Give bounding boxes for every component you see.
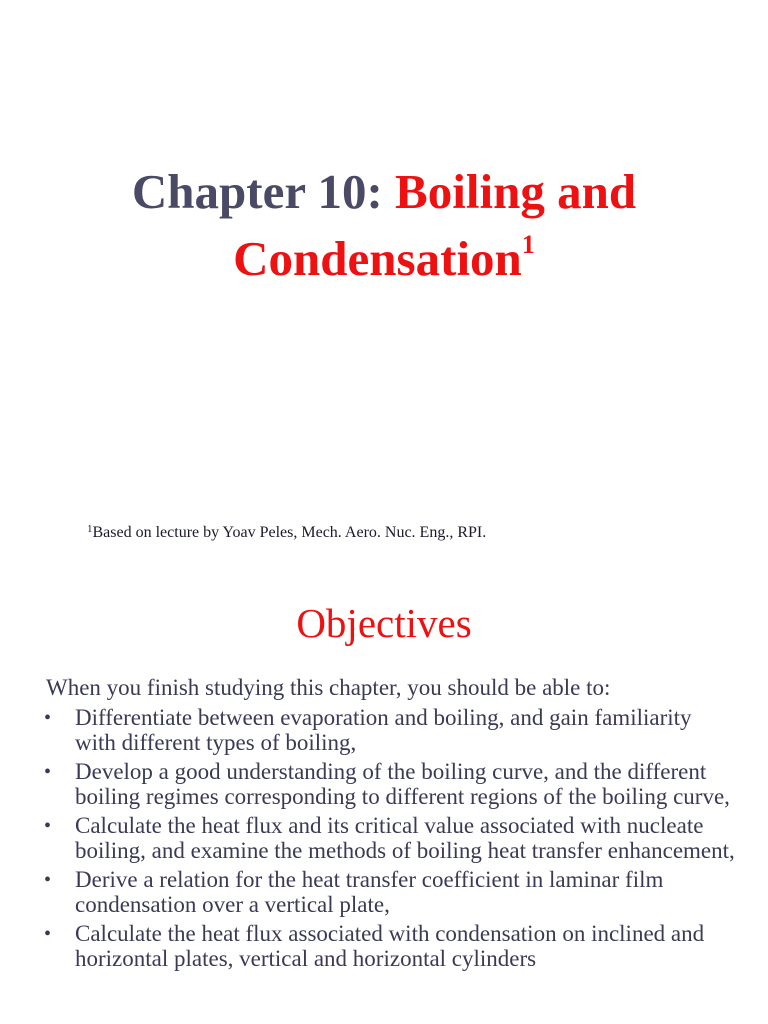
footnote-marker: 1 xyxy=(87,523,93,535)
title-superscript: 1 xyxy=(521,230,535,259)
objective-text: Derive a relation for the heat transfer coefficient in laminar film condensation over a vertical plate, xyxy=(75,867,664,917)
objective-item xyxy=(0,814,768,863)
objectives-slide xyxy=(0,576,768,1024)
bullet-icon: • xyxy=(44,761,52,783)
footnote xyxy=(87,524,486,542)
objective-item xyxy=(0,922,768,971)
objectives-heading: Objectives xyxy=(296,600,472,646)
chapter-title xyxy=(0,158,768,292)
bullet-icon: • xyxy=(44,869,52,891)
objective-text: Calculate the heat flux and its critical value associated with nucleate boiling, and examine the methods of boiling heat transfer enhancement, xyxy=(75,813,735,863)
objective-item xyxy=(0,760,768,809)
objective-text: Develop a good understanding of the boiling curve, and the different boiling regimes corresponding to different regions of the boiling curve, xyxy=(75,759,730,809)
chapter-topic-line1: Boiling and xyxy=(395,164,637,219)
objectives-list xyxy=(0,706,768,976)
objective-item xyxy=(0,706,768,755)
bullet-icon: • xyxy=(44,923,52,945)
objective-text: Calculate the heat flux associated with condensation on inclined and horizontal plates, vertical and horizontal cylinders xyxy=(75,921,705,971)
footnote-text: Based on lecture by Yoav Peles, Mech. Aero. Nuc. Eng., RPI. xyxy=(92,524,487,541)
chapter-number: Chapter 10: xyxy=(131,164,396,219)
objective-text: Differentiate between evaporation and boiling, and gain familiarity with different types of boiling, xyxy=(75,705,692,755)
bullet-icon: • xyxy=(44,815,52,837)
bullet-icon: • xyxy=(44,707,52,729)
objectives-intro: When you finish studying this chapter, you should be able to: xyxy=(46,675,611,700)
chapter-topic-line2: Condensation xyxy=(233,231,522,286)
objective-item xyxy=(0,868,768,917)
